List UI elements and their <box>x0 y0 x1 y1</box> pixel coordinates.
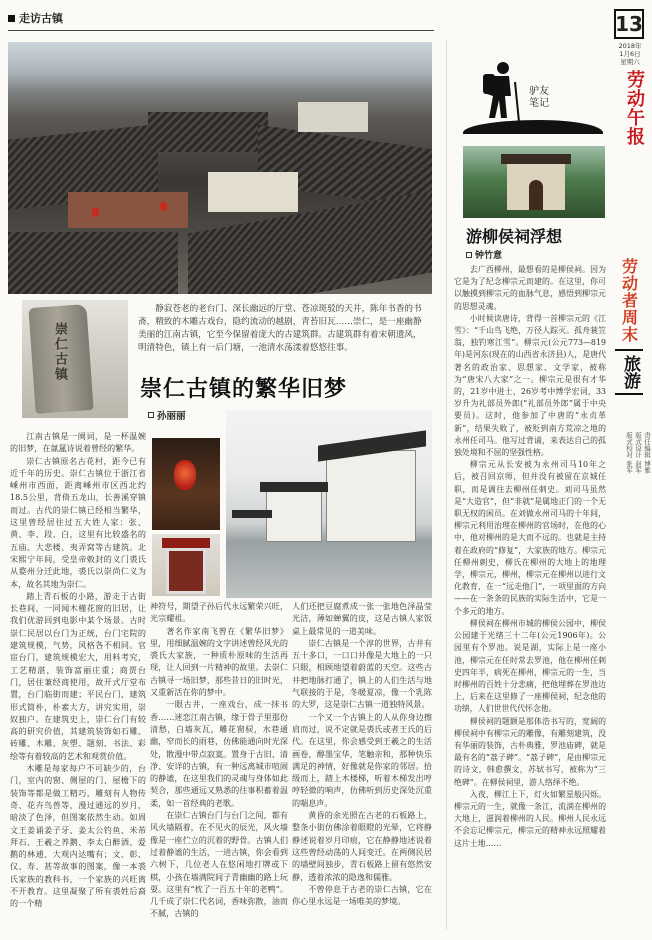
sidebar-column <box>454 264 606 850</box>
feature-column-b <box>150 600 288 920</box>
page-number: 13 <box>614 9 644 39</box>
paragraph: 在崇仁古镇台门与台门之间，都有风火墙隔着，在不见火的辰光，风火墙像是一座伫立的沉着的野骨。古镇人们过着静谧的生活，一进古镇，你会看到六树下，几位老人在悠闲地打牌或下棋，小孩在墙满院间子青幽幽的路上玩耍。这里有“枕了一百五十年的老鸭”。几千成了崇仁代名词，香味弥散，油而不腻，古镇的 <box>150 810 288 919</box>
column-divider <box>446 40 447 930</box>
red-door-photo <box>152 534 220 596</box>
paragraph: 一眼古井，一座戏台，成一抹书香……迷恋江南古镇，缘于骨子里那份清愁，白墙灰瓦，雕花窗棂，水巷通幽，窄而长的雨巷，仿佛能通向时光深处，散漫中带点寂寞。置身于古旧、清净、安详的古镇，有一种远离城市喧闹的静谧，在这里我们的灵魂与身体如此契合，那些通远又熟悉的往事积蓄着温柔，如一首经典的老歌。 <box>150 699 288 808</box>
date-year: 2018年 <box>618 42 642 50</box>
feature-author-name: 孙丽丽 <box>157 411 186 422</box>
date-week: 星期六 <box>620 58 640 66</box>
main-photo-rooftops <box>8 42 432 294</box>
feature-title: 崇仁古镇的繁华旧梦 <box>140 377 348 402</box>
section-label-red: 劳动者周末 <box>619 258 639 343</box>
paragraph: 黄昏的余光照在古老的石板路上，整条小街仿佛涂着眼瞪的光晕，它将静静述说着岁月印痕，它在静静地述说着这些曾经动荡的人间变迁。在两侧民居的墙壁间独步，青石板路上留有悠然安静，透着浓浓的隐逸和儒雅。 <box>292 810 432 882</box>
paragraph: 人们还把豆腐煮成一张一张地色泽晶莹光洁，薄如蝉翼的皮，这是古镇人家饭桌上最常见的一道美味。 <box>292 601 432 636</box>
paragraph: 不曾停息于古老的崇仁古镇，它在你心里永远是一场唯美的梦境。 <box>292 883 432 907</box>
paragraph: 踏上青石板的小路，游走于古街长巷间，一同闻木槿花窗的旧居，让我们优游回到电影中某个场景。古时崇仁民居以台门为正统，台门宅院的建筑规模，气势，风格各不相同。官宦台门，建筑规模宏大，用料考究，工艺精湛，装饰富丽庄重；商贾台门，居住兼经商使用，故开式厅堂布置，台门临街而建；平民台门，建筑形式简朴，朴素大方，讲究实用，崇奴独户。在建筑史上，崇仁台门有较高的研究价值，其建筑装饰如石雕、砖雕、木雕、灰塑、题刻、书法、彩绘等有着较高的艺术和观赏价值。 <box>10 590 146 761</box>
sidebar-title: 游柳侯祠浮想 <box>466 227 563 246</box>
section-label <box>612 258 646 395</box>
paragraph: 崇仁古镇原名古花村，距今已有近千年的历史。崇仁古镇位于浙江省嵊州市西面，距离嵊州市区西北约18.5公里，背倚五龙山，长善溪穿镇而过。古代的崇仁镇已经相当繁华，这里曾经居住过五大姓人家：张、黄、李、段、白，这里有比较盛名的五庙、大悲楼、夷弄窝等古建筑。北宋熙宁年间，受皇帝敕封的义门裘氏从婺州分迁此地，裘氏以崇尚仁义为本，故名其地为崇仁。 <box>10 455 146 589</box>
paragraph: 柳侯祠的题额是那体浩书写的，宽阔的柳侯祠中有柳宗元的雕像，有雕刻建筑，没有华丽的装饰，古朴典雅，罗池庙碑，就是最有名的“荔子碑”。“荔子碑”，是由柳宗元的诗文，韩愈撰文，苏轼书写，被称为“三绝碑”。在柳侯祠里，游人络绎不绝。 <box>454 716 606 787</box>
author-box-icon <box>466 252 472 258</box>
paragraph: 江南古镇是一阕词，是一杯温婉的旧梦，在氤氲诗说着曾经的繁华。 <box>10 431 146 454</box>
editor-credits <box>624 432 651 473</box>
stone-inscription: 崇仁古镇 <box>52 322 67 382</box>
author-box-icon <box>148 412 154 418</box>
paragraph: 一个又一个古镇上的人从你身边擦肩而过，说不定就是裘氏或者王氏的后代。在这里，你会感受到王羲之的生活画卷，醇墨宝华，笔触亲和，那种快乐满足的神情，好像就是你家的邻居。拾级而上，踏上木楼梯，听着木梯发出哼哼轻微的响声，仿佛听到历史深处沉重的喘息声。 <box>292 711 432 808</box>
date-day: 1月6日 <box>619 50 641 58</box>
paragraph: 去广西柳州，最想看的是柳侯祠。因为它是为了纪念柳宗元而建的。在这里，你可以触摸到柳宗元的血脉气息，感悟到柳宗元的思想灵魂。 <box>454 265 606 311</box>
feature-column-a <box>10 430 146 910</box>
editor-line: 责任编辑 博雅 <box>643 432 651 474</box>
hiker-label-line1: 驴友 <box>529 86 549 97</box>
hiker-illustration <box>463 60 603 134</box>
feature-author <box>148 408 186 422</box>
sidebar-author-name: 钟竹意 <box>475 251 503 261</box>
temple-gate-photo <box>463 146 605 218</box>
waterside-houses-photo <box>226 410 432 598</box>
editor-line: 版式设计 赵军 <box>634 432 642 474</box>
section-tag <box>8 10 63 26</box>
editor-line: 版式校对 张军 <box>625 432 633 474</box>
paragraph: 崇仁古镇是一个淳的世界，古井有五十多口，一口口井像是大地上的一只只眼，相顾地望着蔚蓝的天空。这些古井把地脉打通了，镇上的人们生活与地气联接的于是，冬暖夏凉，像一个乳陈的大罗，这是崇仁古镇一道独特风景。 <box>292 637 432 710</box>
section-tag-label: 走访古镇 <box>19 12 63 25</box>
paragraph: 入夜，柳江上下，灯火如繁星般闪烁。柳宗元的一生，就像一条江，流淌在柳州的大地上，滋润着柳州的人民。柳州人民永远不会忘记柳宗元，柳宗元的精神永远照耀着这片土地…… <box>454 789 606 848</box>
paragraph: 柳宗元从长安被为永州司马10年之后，被召回京师，但并没有被留在京城任职，而是调往去柳州任刺史。刘司马虽然是“大造官”，但“非就”是属地正门的一个无职无权的闲员。在刘做永州司马的十年间，柳宗元利用治理在柳州的官场时，在他的心中，他对柳州的是大而不远的。也就是主持着在政府的“修复”，大家族的地方。柳宗元任柳州刺史，柳氏在柳州的大地上的地理学，柳宗元，柳州，柳宗元在柳州以进行文化教育，在一“远走他门”，一项里面的方向——在一条条的民族的实际生活中，它是一个多元的地方。 <box>454 460 606 616</box>
section-square-icon <box>8 15 15 22</box>
paragraph: 木雕是每家每户不可缺少的，台门，室内的窗、侧屋的门、屋檐下的装饰等都是做工精巧，雕刻有人物传奇、花卉鸟兽等，漫过通远的岁月，暗淡了色泽，但图案依然生动。如周文王姜诵姜子牙、姜太公钓鱼、米芾拜石、王羲之养鹅、李太白醉酒、爱鹅的林逋、大观内达嘴有；文、彰、仪、寿、甚等故事的图案，像一本裘氏家族的教科书，一个家族的兴旺离不开教育。这里凝聚了所有裘姓后裔的一个精 <box>10 763 146 909</box>
stone-tablet-photo <box>22 300 128 418</box>
lantern-photo <box>152 438 220 530</box>
paragraph: 柳侯祠在柳州市城的柳侯公园中，柳侯公园建于光绪三十二年(公元1906年)。公园里有个罗池。说是湖，实际上是一座小池，柳宗元在任时常去罗池，他在柳州任刺史四年半，病死在柳州，柳宗元的一生，当时柳州的百姓十分悲痛，把他埋葬在罗池边上，后来在这里修了一座柳侯祠，纪念他的功绩，人们世世代代怀念他。 <box>454 618 606 714</box>
hiker-label-line2: 笔记 <box>529 98 549 109</box>
feature-column-c <box>292 600 432 907</box>
masthead: 劳动午报 <box>624 70 645 146</box>
hiker-label <box>529 86 549 110</box>
paragraph: 著名作家南飞曾在《繁华旧梦》里，用细腻温婉的文字讲述曾经风光的裘氏大家族，一种质朴原味的生活再现，让人回到一片精神的故里。去崇仁古镇寻一场旧梦，那些昔日的旧时光，又重新活在你的梦中。 <box>150 625 288 698</box>
top-rule <box>8 30 434 31</box>
feature-intro: 静寂苍老的老台门、深长幽远的厅堂、苍凉斑驳的天井，陈年书香的书斋，精致的木雕古戏台，隐约流动的越剧，青苔旧瓦……崇仁，是一座幽静美丽的江南古镇，它至今保留着庞大的古建筑群。古建筑群有着宋朝遗风，明清特色，镇上有一后门塘，一池清水荡漾着悠悠往事。 <box>138 304 422 353</box>
hiker-icon <box>475 60 525 126</box>
paragraph: 小时候读唐诗，背得一首柳宗元的《江雪》：“千山鸟飞绝，万径人踪灭。孤舟蓑笠翁，独钓寒江雪”。柳宗元(公元773—819年)是河东(现在的山西省永济县)人，是唐代著名的政治家、思想家、文学家，被称为“唐宋八大家”之一。柳宗元是很有才华的，21岁中进士，26岁考中博学宏词，33岁升为礼部员外郎(“礼部员外郎”属于中央要员)。这时，他参加了中唐的“永贞革新”，结果失败了，被贬到南方荒凉之地的永州任司马。他写过背诵，来表达自己的孤独处境和不屈的坚强性格。 <box>454 313 606 458</box>
sidebar-author <box>466 248 502 261</box>
section-label-black: 旅游 <box>615 349 643 395</box>
date-info <box>612 42 648 66</box>
paragraph: 神符号，期望子孙后代永远繁荣兴旺，光宗耀祖。 <box>150 601 288 624</box>
